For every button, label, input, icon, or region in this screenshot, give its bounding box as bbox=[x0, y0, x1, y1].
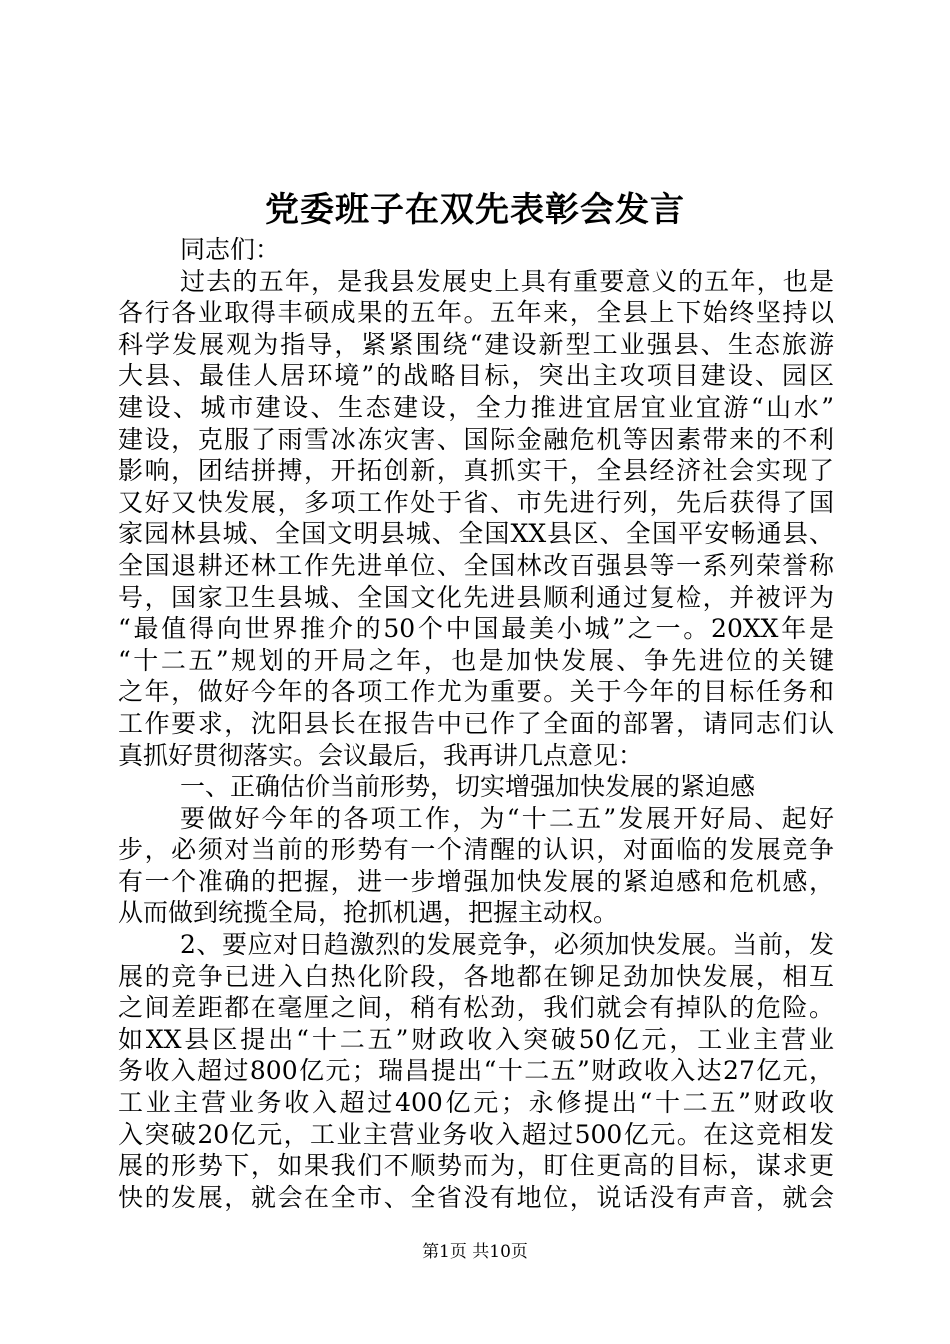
text-line: 同志们： bbox=[180, 235, 281, 264]
text-line: 影响，团结拼搏，开拓创新，真抓实干，全县经济社会实现了 bbox=[118, 456, 834, 486]
text-line: 如XX县区提出“十二五”财政收入突破50亿元，工业主营业 bbox=[118, 1024, 834, 1054]
text-line: “十二五”规划的开局之年，也是加快发展、争先进位的关键 bbox=[118, 645, 834, 675]
text-line: 2、要应对日趋激烈的发展竞争，必须加快发展。当前，发 bbox=[180, 930, 834, 960]
text-line: 展的形势下，如果我们不顺势而为，盯住更高的目标，谋求更 bbox=[118, 1151, 834, 1181]
page-number-footer: 第1页 共10页 bbox=[422, 1242, 528, 1262]
section-heading: 一、正确估价当前形势，切实增强加快发展的紧迫感 bbox=[180, 772, 756, 802]
text-line: 务收入超过800亿元；瑞昌提出“十二五”财政收入达27亿元， bbox=[118, 1056, 834, 1086]
text-line: 家园林县城、全国文明县城、全国XX县区、全国平安畅通县、 bbox=[118, 519, 834, 549]
text-line: 之间差距都在毫厘之间，稍有松劲，我们就会有掉队的危险。 bbox=[118, 993, 834, 1023]
text-line: 要做好今年的各项工作，为“十二五”发展开好局、起好 bbox=[180, 803, 834, 833]
text-line: 各行各业取得丰硕成果的五年。五年来，全县上下始终坚持以 bbox=[118, 298, 834, 328]
text-line: 入突破20亿元，工业主营业务收入超过500亿元。在这竞相发 bbox=[118, 1119, 834, 1149]
text-line: 又好又快发展，多项工作处于省、市先进行列，先后获得了国 bbox=[118, 487, 834, 517]
text-line: 大县、最佳人居环境”的战略目标，突出主攻项目建设、园区 bbox=[118, 361, 834, 391]
text-line: 步，必须对当前的形势有一个清醒的认识，对面临的发展竞争 bbox=[118, 835, 834, 865]
document-title: 党委班子在双先表彰会发言 bbox=[265, 190, 685, 230]
text-line: 之年，做好今年的各项工作尤为重要。关于今年的目标任务和 bbox=[118, 677, 834, 707]
text-line: 号，国家卫生县城、全国文化先进县顺利通过复检，并被评为 bbox=[118, 582, 834, 612]
text-line: 全国退耕还林工作先进单位、全国林改百强县等一系列荣誉称 bbox=[118, 550, 834, 580]
document-body bbox=[118, 234, 834, 1213]
text-line: “最值得向世界推介的50个中国最美小城”之一。20XX年是 bbox=[118, 614, 834, 644]
text-line: 有一个准确的把握，进一步增强加快发展的紧迫感和危机感， bbox=[118, 866, 834, 896]
text-line: 真抓好贯彻落实。会议最后，我再讲几点意见： bbox=[118, 740, 644, 770]
text-line: 快的发展，就会在全市、全省没有地位，说话没有声音，就会 bbox=[118, 1182, 834, 1212]
text-line: 工作要求，沈阳县长在报告中已作了全面的部署，请同志们认 bbox=[118, 708, 834, 738]
text-line: 科学发展观为指导，紧紧围绕“建设新型工业强县、生态旅游 bbox=[118, 329, 834, 359]
text-line: 建设，克服了雨雪冰冻灾害、国际金融危机等因素带来的不利 bbox=[118, 424, 834, 454]
text-line: 过去的五年，是我县发展史上具有重要意义的五年，也是 bbox=[180, 266, 834, 296]
text-line: 从而做到统揽全局，抢抓机遇，把握主动权。 bbox=[118, 898, 619, 928]
text-line: 展的竞争已进入白热化阶段，各地都在铆足劲加快发展，相互 bbox=[118, 961, 834, 991]
text-line: 建设、城市建设、生态建设，全力推进宜居宜业宜游“山水” bbox=[118, 392, 834, 422]
text-line: 工业主营业务收入超过400亿元；永修提出“十二五”财政收 bbox=[118, 1088, 834, 1118]
